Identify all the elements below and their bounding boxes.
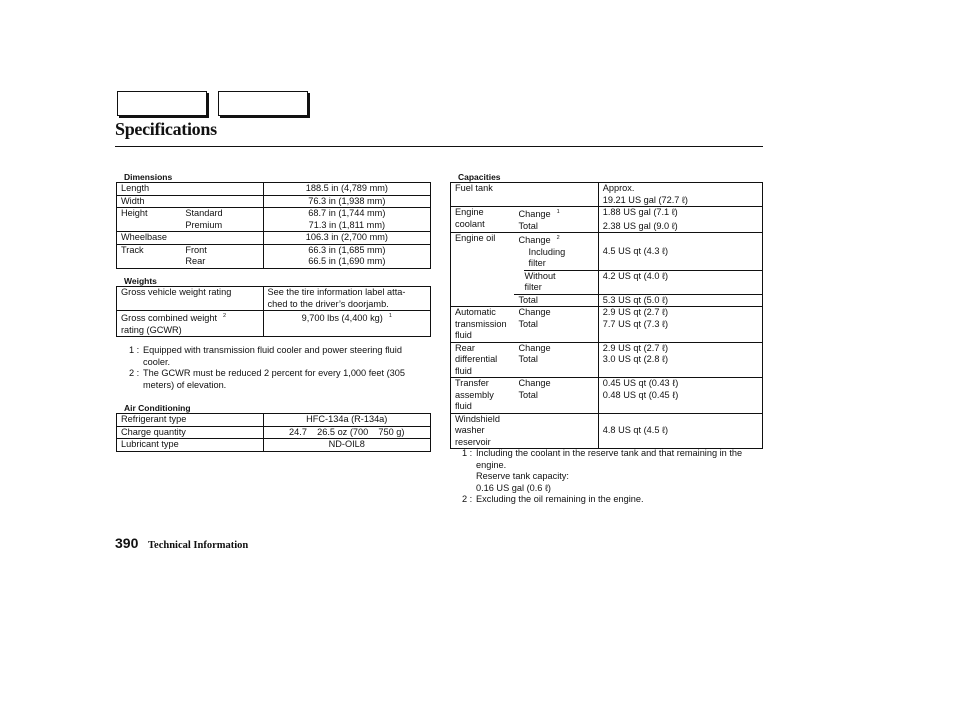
table-row: Length 188.5 in (4,789 mm): [117, 183, 431, 196]
table-row: Premium 71.3 in (1,811 mm): [117, 220, 431, 232]
table-row: Gross vehicle weight rating See the tire information label atta- ched to the driver’s doorjamb.: [117, 287, 431, 311]
table-row: Charge quantity 24.7 26.5 oz (700 750 g): [117, 426, 431, 439]
table-row: Total 0.48 US qt (0.45 ℓ): [451, 390, 763, 414]
weights-footnotes: [129, 345, 429, 391]
table-row: Gross combined weight $^2$ rating (GCWR) 9,700 lbs (4,400 kg) $^1$: [117, 311, 431, 337]
weights-table: [116, 286, 431, 337]
capacities-label: Capacities: [458, 172, 501, 182]
table-row: Width 76.3 in (1,938 mm): [117, 195, 431, 208]
table-row: Lubricant type ND-OIL8: [117, 439, 431, 452]
air-conditioning-table: [116, 413, 431, 452]
table-row: Wheelbase 106.3 in (2,700 mm): [117, 232, 431, 245]
table-row: Total 7.7 US qt (7.3 ℓ): [451, 319, 763, 343]
table-row: Total 5.3 US qt (5.0 ℓ): [451, 294, 763, 307]
table-row: Fuel tank Approx. 19.21 US gal (72.7 ℓ): [451, 183, 763, 207]
dimensions-table: [116, 182, 431, 269]
table-row: Height Standard 68.7 in (1,744 mm): [117, 208, 431, 220]
table-row: Transfer assembly fluid Change 0.45 US qt (0.43 ℓ): [451, 378, 763, 390]
table-row: Windshield washer reservoir 4.8 US qt (4.5 ℓ): [451, 413, 763, 449]
table-row: Total 3.0 US qt (2.8 ℓ): [451, 354, 763, 378]
capacities-table: [450, 182, 763, 449]
footnote: 2 : Excluding the oil remaining in the engine.: [462, 494, 644, 504]
footnote: 2 : The GCWR must be reduced 2 percent for every 1,000 feet (305 meters) of elevation.: [129, 368, 405, 390]
footnote: 1 : Including the coolant in the reserve tank and that remaining in the engine. Reserve tank capacity: 0.16 US gal (0.6 ℓ): [462, 448, 743, 493]
title-divider: [115, 146, 763, 147]
footnote: 1 : Equipped with transmission fluid cooler and power steering fluid cooler.: [129, 345, 402, 367]
page-title: Specifications: [115, 119, 217, 139]
table-row: Engine oil Change $^2$ Including filter 4.5 US qt (4.3 ℓ): [451, 233, 763, 271]
air-conditioning-label: Air Conditioning: [124, 403, 191, 413]
page-number: 390: [115, 535, 139, 551]
table-row: Automatic transmission fluid Change 2.9 US qt (2.7 ℓ): [451, 307, 763, 319]
dimensions-label: Dimensions: [124, 172, 173, 182]
weights-label: Weights: [124, 276, 157, 286]
table-row: Engine coolant Change $^1$ 1.88 US gal (7.1 ℓ): [451, 207, 763, 221]
nav-tab-2[interactable]: [218, 91, 308, 116]
table-row: Rear 66.5 in (1,690 mm): [117, 256, 431, 268]
capacities-footnotes: [462, 448, 762, 506]
nav-tab-1[interactable]: [117, 91, 207, 116]
table-row: Total 2.38 US gal (9.0 ℓ): [451, 221, 763, 233]
table-row: Refrigerant type HFC-134a (R-134a): [117, 414, 431, 427]
table-row: Track Front 66.3 in (1,685 mm): [117, 244, 431, 256]
table-row: Rear differential fluid Change 2.9 US qt (2.7 ℓ): [451, 342, 763, 354]
table-row: Without filter 4.2 US qt (4.0 ℓ): [451, 270, 763, 294]
section-name: Technical Information: [148, 540, 249, 551]
